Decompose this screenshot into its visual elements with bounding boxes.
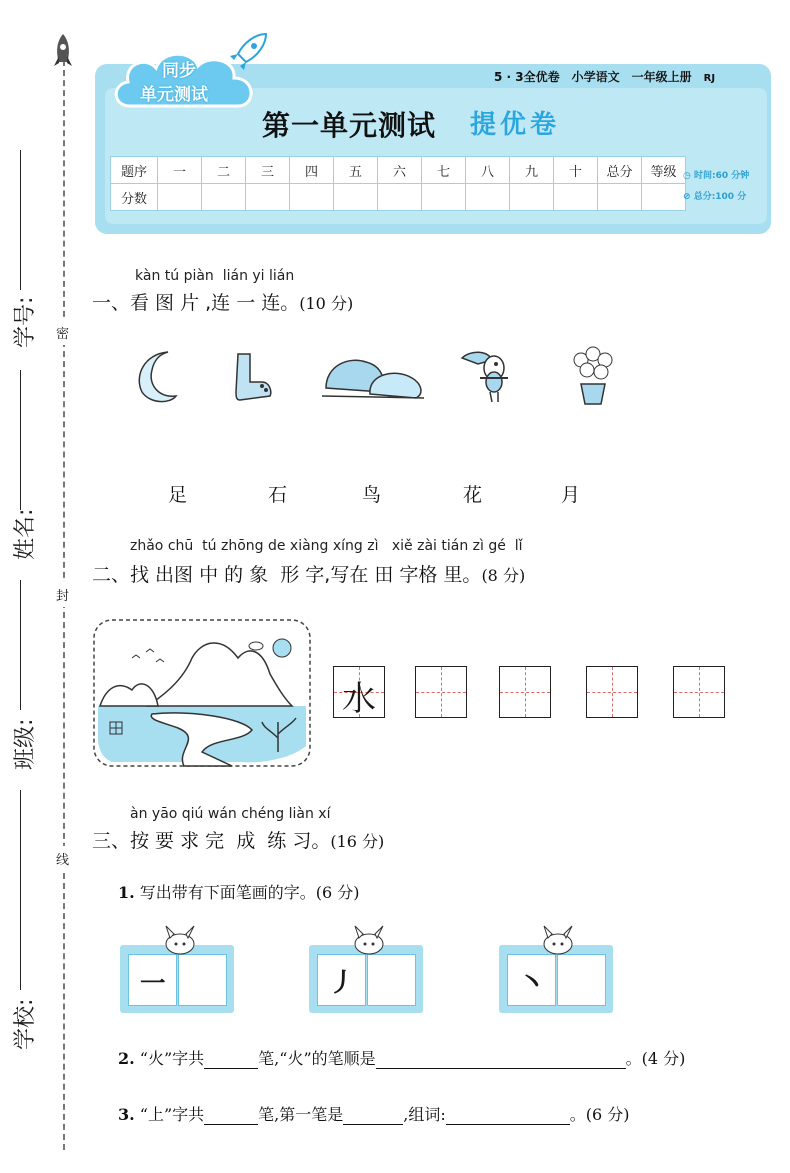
stroke-glyph: ㇐	[138, 966, 167, 999]
score-cell[interactable]	[642, 184, 686, 211]
q2-pinyin: zhǎo chū tú zhōng de xiàng xíng zì xiě zài tián zì gé lǐ	[130, 538, 523, 554]
word-blank[interactable]	[446, 1106, 570, 1125]
name-line	[20, 370, 21, 510]
score-cell[interactable]	[466, 184, 510, 211]
rocket-icon	[50, 32, 76, 72]
score-col: 总分	[598, 157, 642, 184]
tian-grid-1[interactable]	[333, 666, 385, 718]
word-bird[interactable]: 鸟	[362, 484, 382, 506]
score-cell[interactable]	[554, 184, 598, 211]
stroke-count-blank[interactable]	[204, 1106, 258, 1125]
seal-char-xian: 线	[56, 846, 69, 871]
score-value-row	[111, 184, 686, 211]
bunny-icon	[158, 924, 202, 956]
score-header-row	[111, 157, 686, 184]
flower-picture[interactable]	[565, 344, 621, 408]
score-cell[interactable]	[422, 184, 466, 211]
q3-pinyin: àn yāo qiú wán chéng liàn xí	[130, 806, 331, 822]
score-col: 三	[246, 157, 290, 184]
q3-title: 三、按 要 求 完 成 练 习。(16 分)	[92, 830, 385, 852]
score-col: 一	[158, 157, 202, 184]
badge-line2: 单元测试	[140, 85, 208, 105]
stroke-order-blank[interactable]	[376, 1050, 626, 1069]
score-col: 五	[334, 157, 378, 184]
moon-picture[interactable]	[130, 348, 180, 406]
landscape-picture	[92, 618, 312, 768]
tian-grid-5[interactable]	[673, 666, 725, 718]
score-cell[interactable]	[246, 184, 290, 211]
tian-grid-2[interactable]	[415, 666, 467, 718]
score-row-label: 分数	[111, 184, 158, 211]
stroke-glyph: ㇓	[327, 966, 356, 999]
name-label: 姓名:	[13, 508, 38, 560]
q3-sub1: 1. 写出带有下面笔画的字。(6 分)	[118, 883, 360, 902]
score-cell[interactable]	[378, 184, 422, 211]
q3-sub2: 2. “火”字共 笔,“火”的笔顺是 。(4 分)	[118, 1049, 686, 1068]
series-edition: RJ	[703, 73, 716, 84]
score-table	[110, 156, 686, 211]
score-col: 七	[422, 157, 466, 184]
q3-sub3: 3. “上”字共 笔,第一笔是 ,组词: 。(6 分)	[118, 1105, 630, 1124]
score-cell[interactable]	[598, 184, 642, 211]
stones-picture[interactable]	[320, 352, 426, 404]
word-foot[interactable]: 足	[168, 484, 188, 506]
grid-char: 水	[342, 679, 376, 719]
foot-picture[interactable]	[232, 348, 276, 406]
badge-line1: 同步	[162, 61, 196, 81]
score-col: 等级	[642, 157, 686, 184]
series-grade: 一年级上册	[631, 70, 692, 84]
tian-grid-4[interactable]	[586, 666, 638, 718]
series-info	[494, 68, 727, 85]
page-subtitle: 提优卷	[470, 110, 561, 140]
class-line	[20, 580, 21, 710]
score-col: 八	[466, 157, 510, 184]
total-info: ⊘ 总分:100 分	[683, 192, 747, 202]
score-col: 十	[554, 157, 598, 184]
q1-title: 一、看 图 片 ,连 一 连。(10 分)	[92, 292, 354, 314]
student-id-label: 学号:	[13, 296, 38, 348]
bird-picture[interactable]	[458, 346, 514, 406]
first-stroke-blank[interactable]	[343, 1106, 403, 1125]
student-id-line	[20, 150, 21, 290]
seal-char-mi: 密	[56, 320, 69, 345]
score-col: 四	[290, 157, 334, 184]
score-cell[interactable]	[290, 184, 334, 211]
rocket-badge-icon	[222, 30, 272, 74]
score-col: 六	[378, 157, 422, 184]
word-moon[interactable]: 月	[561, 484, 581, 506]
bunny-icon	[347, 924, 391, 956]
seal-char-feng: 封	[56, 582, 69, 607]
q1-pinyin: kàn tú piàn lián yi lián	[135, 268, 295, 284]
school-label: 学校:	[13, 998, 38, 1050]
score-cell[interactable]	[334, 184, 378, 211]
stroke-count-blank[interactable]	[204, 1050, 258, 1069]
school-line	[20, 790, 21, 990]
page-title: 第一单元测试	[262, 109, 437, 142]
score-cell[interactable]	[202, 184, 246, 211]
time-info: ◷ 时间:60 分钟	[683, 171, 750, 181]
score-cell[interactable]	[510, 184, 554, 211]
stroke-glyph: ㇔	[517, 966, 546, 999]
score-cell[interactable]	[158, 184, 202, 211]
word-stone[interactable]: 石	[268, 484, 288, 506]
score-col: 九	[510, 157, 554, 184]
series-subject: 小学语文	[571, 70, 620, 84]
score-row-label: 题序	[111, 157, 158, 184]
series-name: 5 · 3全优卷	[494, 70, 560, 84]
bunny-icon	[536, 924, 580, 956]
score-col: 二	[202, 157, 246, 184]
word-flower[interactable]: 花	[463, 484, 483, 506]
tian-grid-3[interactable]	[499, 666, 551, 718]
class-label: 班级:	[13, 718, 38, 770]
q2-title: 二、找 出图 中 的 象 形 字,写在 田 字格 里。(8 分)	[92, 564, 526, 586]
